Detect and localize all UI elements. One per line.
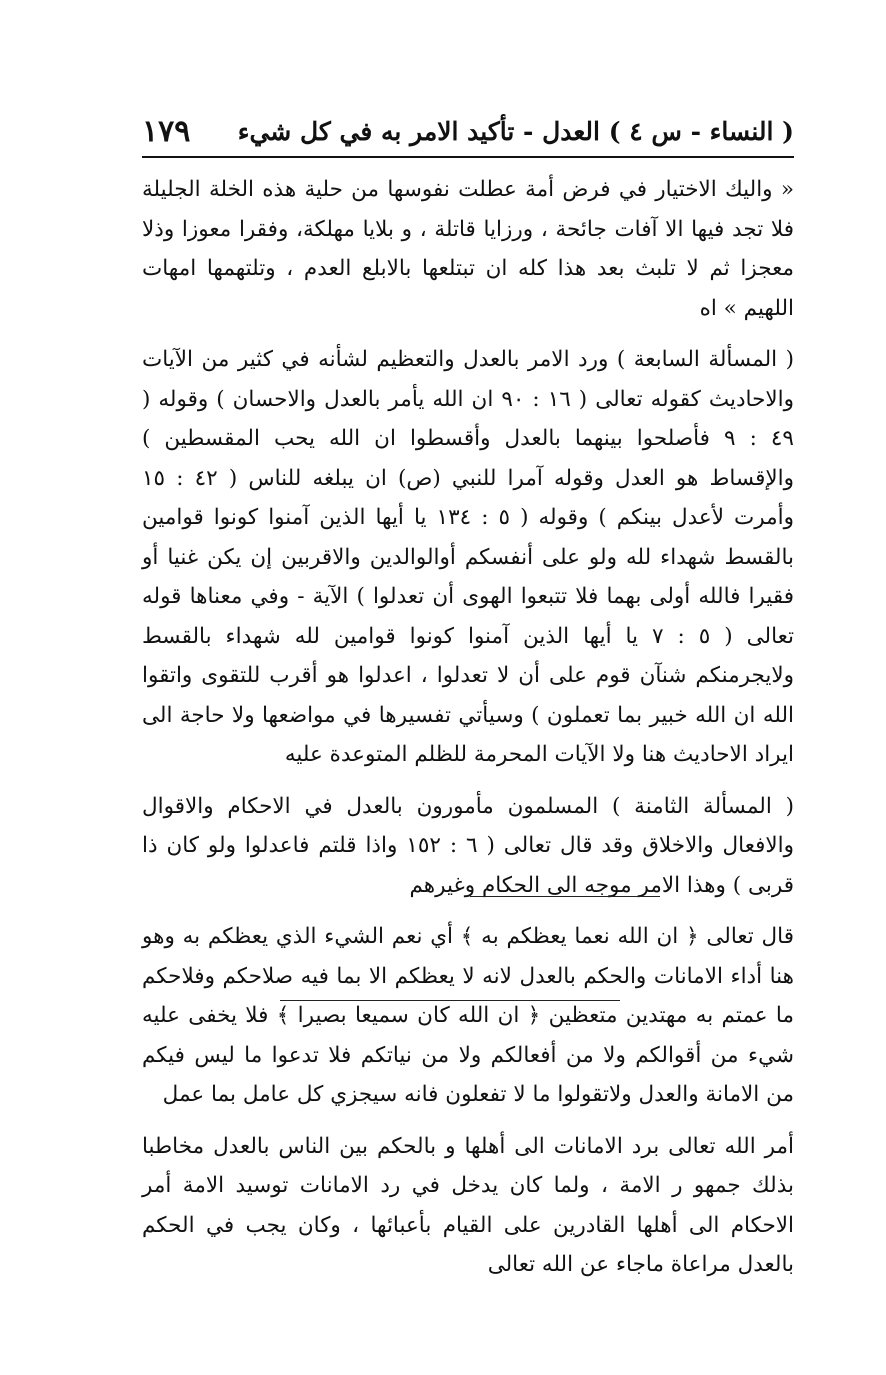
header-rule: [142, 156, 794, 158]
paragraph-seventh-question: ( المسألة السابعة ) ورد الامر بالعدل والتعظيم لشأنه في كثير من الآيات والاحاديث كقوله تعالى ( ١٦ : ٩٠ ان الله يأمر بالعدل والاحسان ) وقوله ( ٤٩ : ٩ فأصلحوا بينهما بالعدل وأقسطوا ان الله يحب المقسطين ) والإقساط هو العدل وقوله آمرا للنبي (ص) ان يبلغه للناس ( ٤٢ : ١٥ وأمرت لأعدل بينكم ) وقوله ( ٥ : ١٣٤ يا أيها الذين آمنوا كونوا قوامين بالقسط شهداء لله ولو على أنفسكم أوالوالدين والاقربين إن يكن غنيا أو فقيرا فالله أولى بهما فلا تتبعوا الهوى أن تعدلوا ) الآية - وفي معناها قوله تعالى ( ٥ : ٧ يا أيها الذين آمنوا كونوا قوامين لله شهداء بالقسط ولايجرمنكم شنآن قوم على أن لا تعدلوا ، اعدلوا هو أقرب للتقوى واتقوا الله ان الله خبير بما تعملون ) وسيأتي تفسيرها في مواضعها ولا حاجة الى ايراد الاحاديث هنا ولا الآيات المحرمة للظلم المتوعدة عليه: [142, 347, 795, 767]
page-number: ١٧٩: [142, 113, 191, 149]
paragraph-gap: [142, 905, 794, 917]
verse-underline-mark: [470, 896, 660, 897]
paragraph-eighth-question: ( المسألة الثامنة ) المسلمون مأمورون بالعدل في الاحكام والاقوال والافعال والاخلاق وقد قال تعالى ( ٦ : ١٥٢ واذا قلتم فاعدلوا ولو كان ذا قربى ) وهذا الامر موجه الى الحكام وغيرهم: [142, 793, 794, 898]
paragraph-verse-commentary: قال تعالى ﴿ ان الله نعما يعظكم به ﴾ أي نعم الشيء الذي يعظكم به وهو هنا أداء الامانات والحكم بالعدل لانه لا يعظكم الا بما فيه صلاحكم وفلاحكم ما عمتم به مهتدين متعظين ﴿ ان الله كان سميعا بصيرا ﴾ فلا يخفى عليه شيء من أقوالكم ولا من أفعالكم ولا من نياتكم فلا تدعوا ما ليس فيكم من الامانة والعدل ولاتقولوا ما لا تفعلون فانه سيجزي كل عامل بما عمل: [142, 924, 794, 1107]
running-header: [142, 108, 794, 154]
paragraph-quote-conclusion: « واليك الاختيار في فرض أمة عطلت نفوسها من حلية هذه الخلة الجليلة فلا تجد فيها الا آفات جائحة ، ورزايا قاتلة ، و بلايا مهلكة، وفقرا معوزا وذلا معجزا ثم لا تلبث بعد هذا كله ان تبتلعها بالابلع العدم ، وتلتهمها امهات اللهيم » اه: [142, 177, 794, 321]
verse-underline-mark: [280, 1000, 620, 1001]
paragraph-amanat-ruling: أمر الله تعالى برد الامانات الى أهلها و بالحكم بين الناس بالعدل مخاطبا بذلك جمهو ر الامة ، ولما كان يدخل في رد الامانات توسيد الامة أمر الاحكام الى أهلها القادرين على القيام بأعبائها ، وكان يجب في الحكم بالعدل مراعاة ماجاء عن الله تعالى: [142, 1133, 794, 1277]
paragraph-gap: [142, 1115, 794, 1127]
paragraph-gap: [142, 775, 794, 787]
header-title: ( النساء - س ٤ ) العدل - تأكيد الامر به في كل شيء: [237, 116, 794, 146]
paragraph-gap: [142, 328, 794, 340]
page-body: [142, 170, 794, 1285]
